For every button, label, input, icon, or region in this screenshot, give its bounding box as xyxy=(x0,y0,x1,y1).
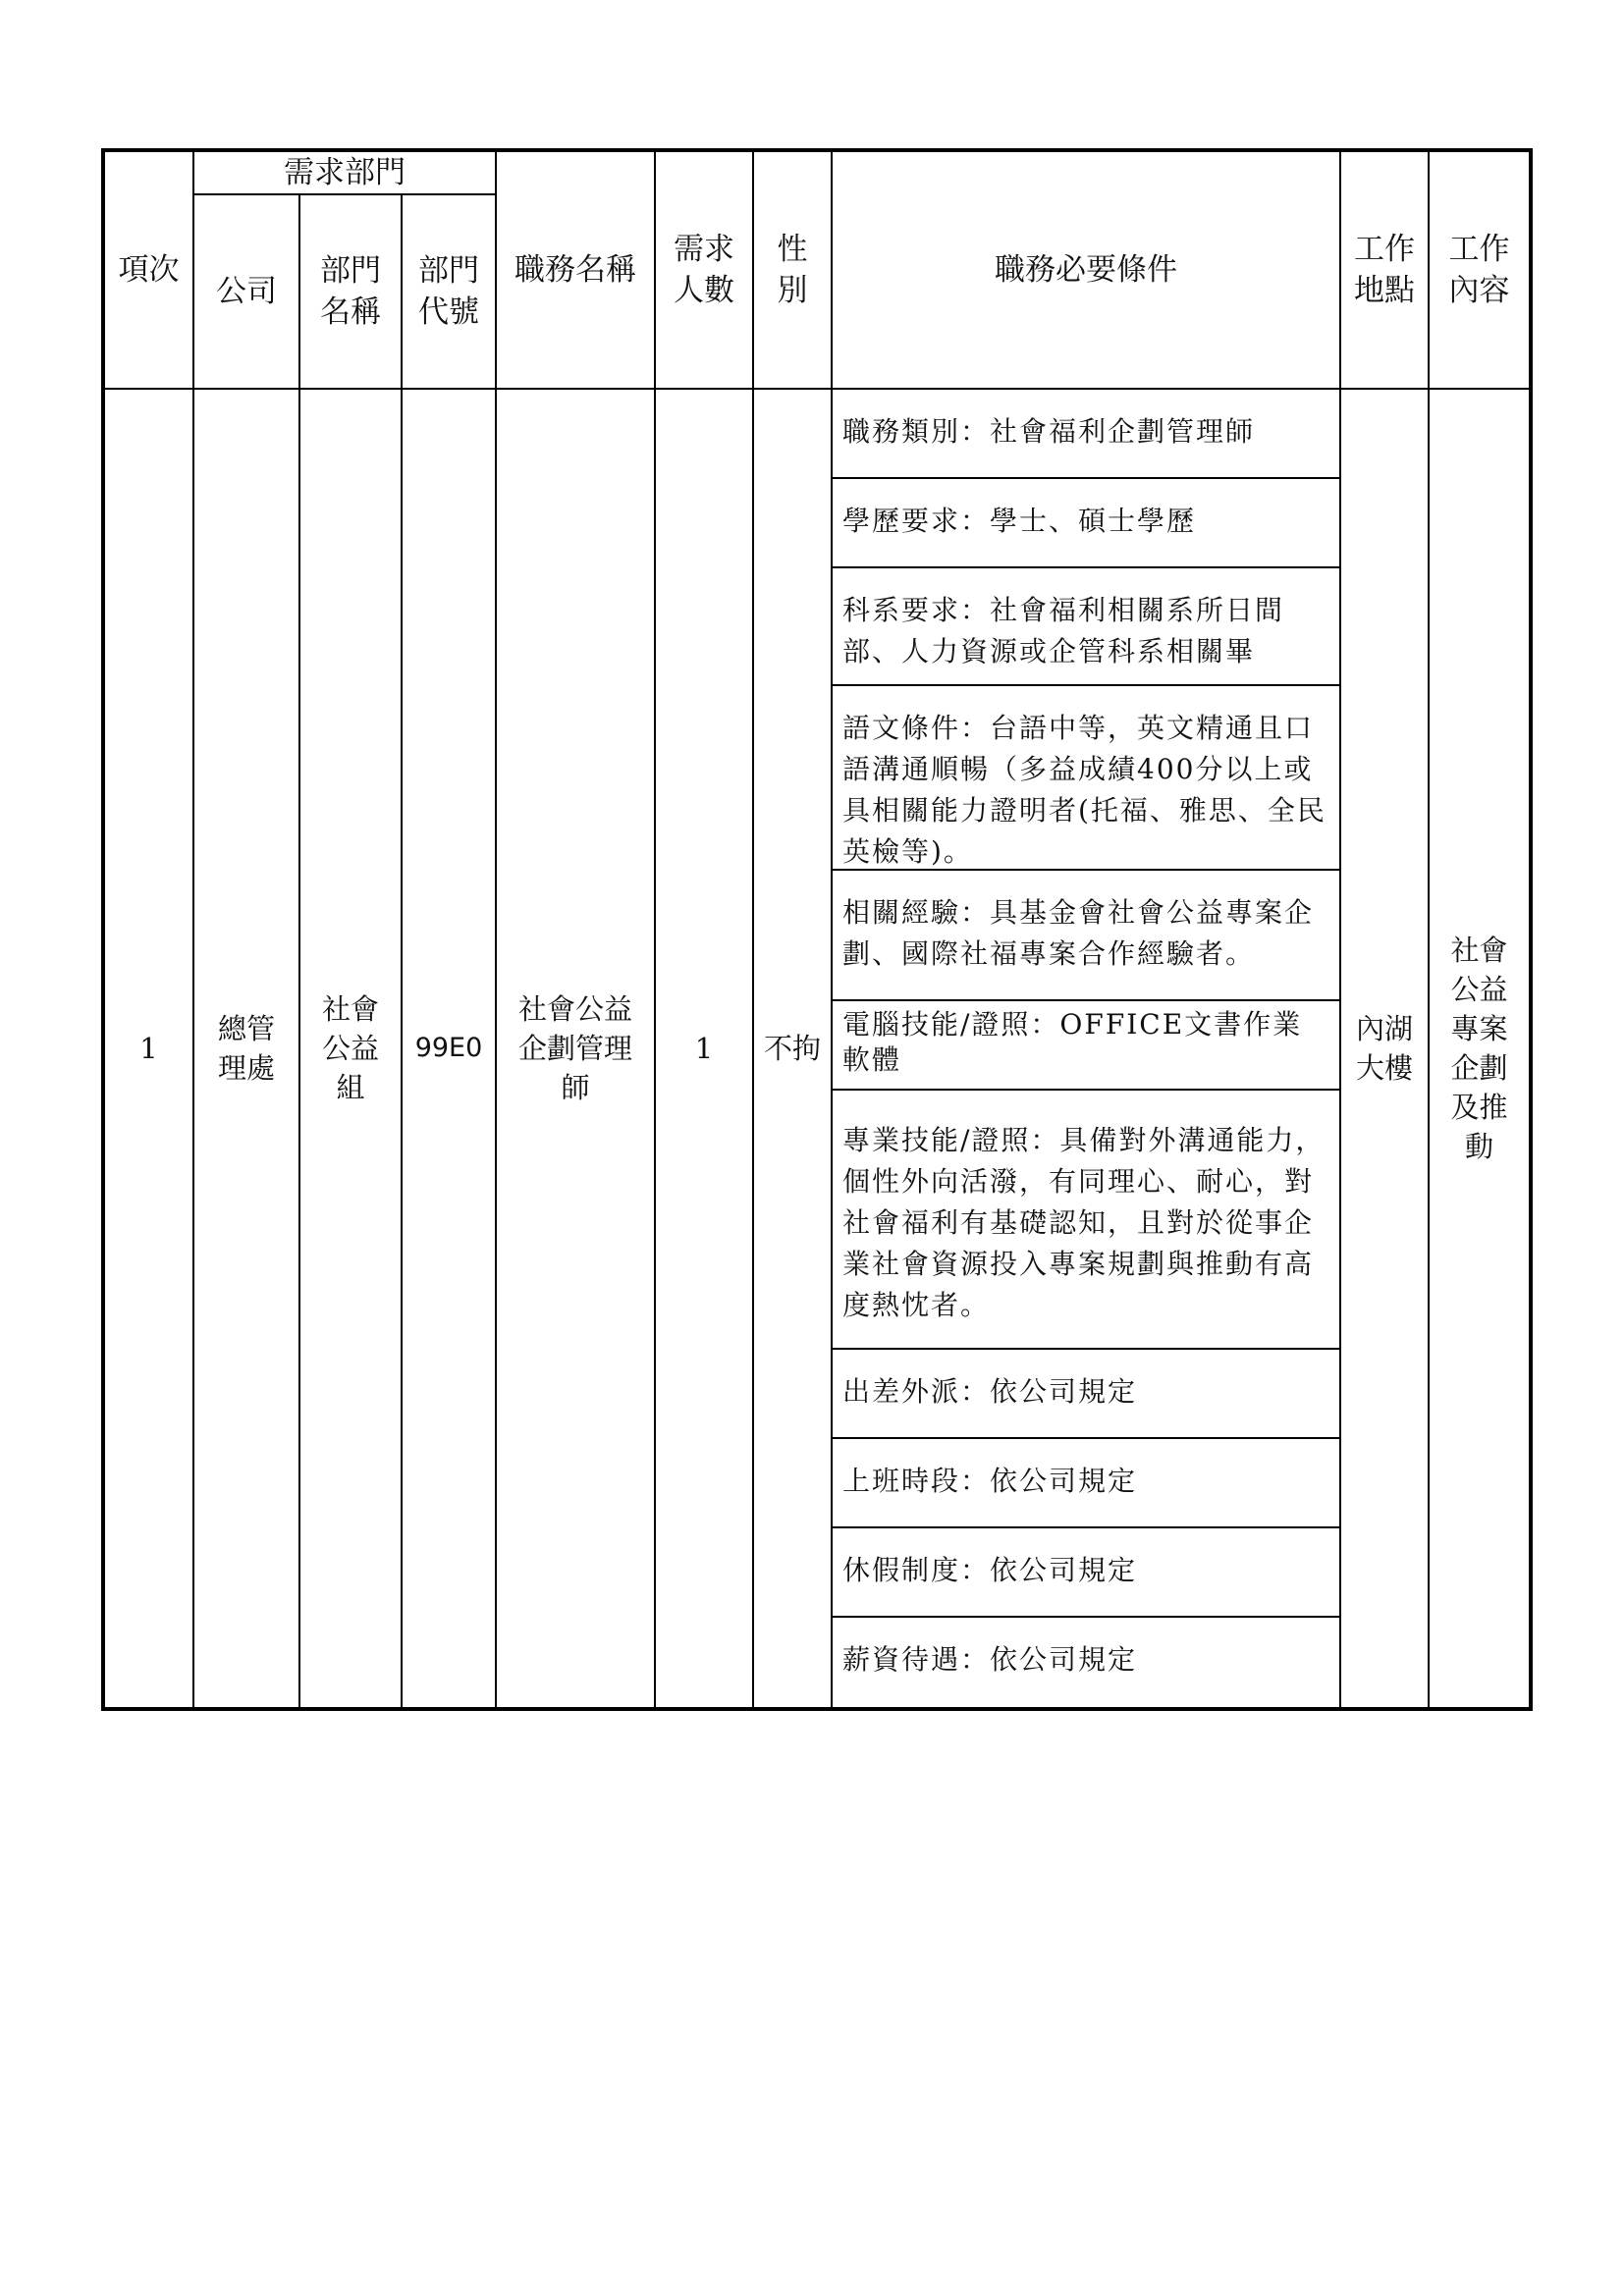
cell-location: 內湖 大樓 xyxy=(1340,389,1429,1709)
header-dept-code: 部門 代號 xyxy=(402,194,496,389)
requirement-item: 休假制度：依公司規定 xyxy=(833,1528,1339,1618)
requirement-item: 薪資待遇：依公司規定 xyxy=(842,1643,1138,1676)
header-job-title: 職務名稱 xyxy=(496,150,655,389)
cell-job-content: 社會 公益 專案 企劃 及推 動 xyxy=(1429,389,1531,1709)
requirement-item: 科系要求：社會福利相關系所日間部、人力資源或企管科系相關畢 xyxy=(833,568,1339,686)
header-requirements: 職務必要條件 xyxy=(832,150,1340,389)
header-location: 工作 地點 xyxy=(1340,150,1429,389)
header-dept-group: 需求部門 xyxy=(193,150,496,194)
job-requirements-sheet xyxy=(101,148,1529,1711)
cell-headcount: 1 xyxy=(655,389,753,1709)
cell-gender: 不拘 xyxy=(753,389,832,1709)
requirement-item: 出差外派：依公司規定 xyxy=(833,1350,1339,1439)
requirement-item: 專業技能/證照：具備對外溝通能力，個性外向活潑，有同理心、耐心，對社會福利有基礎認知，且對於從事企業社會資源投入專案規劃與推動有高度熱忱者。 xyxy=(833,1091,1339,1350)
cell-dept-name: 社會 公益 組 xyxy=(299,389,402,1709)
cell-item-no: 1 xyxy=(103,389,193,1709)
requirement-item: 電腦技能/證照：OFFICE文書作業軟體 xyxy=(833,1001,1339,1091)
requirement-item: 上班時段：依公司規定 xyxy=(833,1439,1339,1528)
header-gender: 性 別 xyxy=(753,150,832,389)
requirement-item: 學歷要求：學士、碩士學歷 xyxy=(833,479,1339,568)
header-dept-name: 部門 名稱 xyxy=(299,194,402,389)
cell-company: 總管 理處 xyxy=(193,389,299,1709)
requirement-item: 職務類別：社會福利企劃管理師 xyxy=(833,390,1339,479)
requirement-item: 相關經驗：具基金會社會公益專案企劃、國際社福專案合作經驗者。 xyxy=(833,871,1339,1001)
header-job-content: 工作 內容 xyxy=(1429,150,1531,389)
requirements-list xyxy=(832,389,1340,1709)
header-headcount: 需求 人數 xyxy=(655,150,753,389)
requirement-item: 語文條件：台語中等，英文精通且口語溝通順暢（多益成績400分以上或具相關能力證明者(托福、雅思、全民英檢等)。 xyxy=(833,686,1339,871)
header-item-no: 項次 xyxy=(103,150,193,389)
header-company: 公司 xyxy=(193,194,299,389)
table-row xyxy=(103,389,1531,1709)
cell-dept-code: 99E0 xyxy=(402,389,496,1709)
cell-job-title: 社會公益 企劃管理 師 xyxy=(496,389,655,1709)
job-requirements-table xyxy=(101,148,1533,1711)
